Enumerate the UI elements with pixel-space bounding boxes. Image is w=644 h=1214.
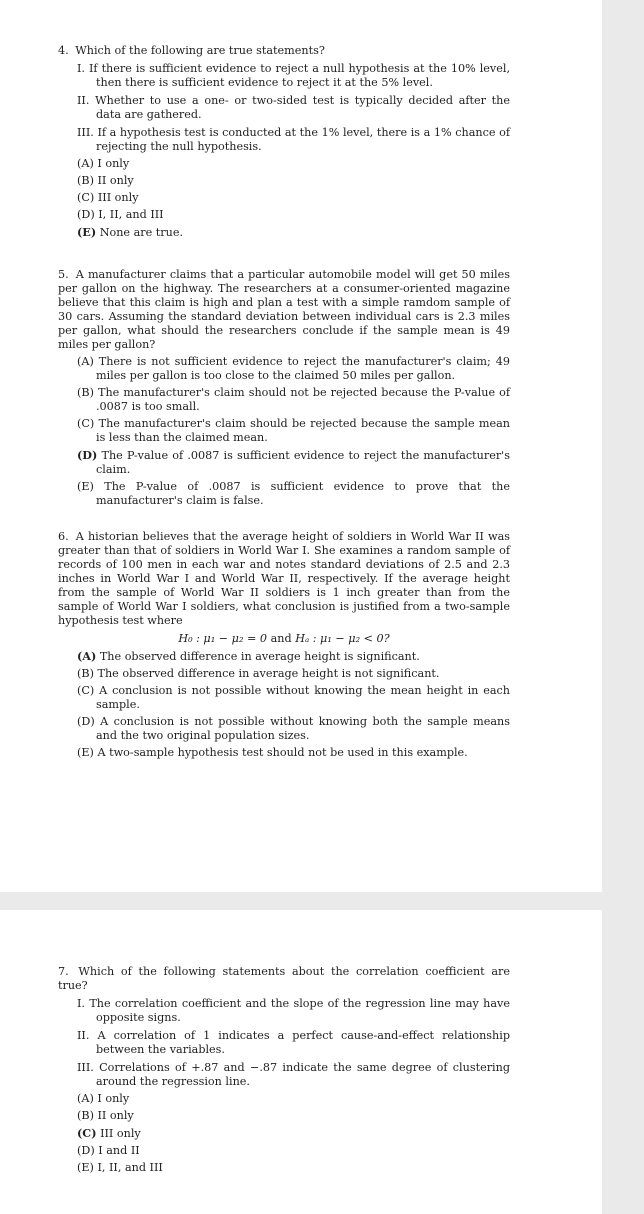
option-b[interactable]: (B) II only bbox=[77, 1109, 134, 1122]
option-a[interactable]: (A) I only bbox=[77, 157, 130, 170]
option-d[interactable]: (D) I and II bbox=[77, 1144, 140, 1157]
question-5-text: 5. A manufacturer claims that a particular automobile model will get 50 miles per gallon on the highway. The researchers at a consumer-oriented magazine believe that this claim is high and plan a test with a simple ramdom sample of 30 cars. Assuming the standard deviation between individual cars is 2.3 miles per gallon, what should the researchers conclude if the sample mean is 49 miles per gallon? bbox=[58, 268, 510, 351]
option-c[interactable]: (C) The manufacturer's claim should be rejected because the sample mean is less than the claimed mean. bbox=[77, 417, 510, 444]
option-d[interactable]: (D) I, II, and III bbox=[77, 208, 164, 221]
option-a[interactable]: (A) I only bbox=[77, 1092, 130, 1105]
option-b[interactable]: (B) II only bbox=[77, 174, 134, 187]
option-c[interactable]: (C) III only bbox=[77, 191, 139, 204]
question-5 bbox=[58, 268, 510, 508]
hypothesis-formula: H₀ : μ₁ − μ₂ = 0 and Hₐ : μ₁ − μ₂ < 0? bbox=[178, 632, 390, 645]
statement-iii: III. Correlations of +.87 and −.87 indicate the same degree of clustering around the regression line. bbox=[77, 1061, 510, 1088]
option-b[interactable]: (B) The manufacturer's claim should not be rejected because the P-value of .0087 is too small. bbox=[77, 386, 510, 413]
option-e[interactable]: (E) The P-value of .0087 is sufficient evidence to prove that the manufacturer's claim is false. bbox=[77, 480, 510, 507]
statement-i: I. If there is sufficient evidence to reject a null hypothesis at the 10% level, then there is sufficient evidence to reject it at the 5% level. bbox=[77, 62, 510, 89]
question-7-text: 7. Which of the following statements about the correlation coefficient are true? bbox=[58, 965, 511, 992]
question-7 bbox=[58, 965, 510, 1175]
option-d[interactable]: (D) The P-value of .0087 is sufficient evidence to reject the manufacturer's claim. bbox=[77, 448, 511, 476]
option-d[interactable]: (D) A conclusion is not possible without knowing both the sample means and the two original population sizes. bbox=[77, 715, 510, 742]
option-c[interactable]: (C) A conclusion is not possible without knowing the mean height in each sample. bbox=[77, 684, 510, 711]
question-6-text: 6. A historian believes that the average height of soldiers in World War II was greater than that of soldiers in World War I. She examines a random sample of records of 100 men in each war and notes standard deviations of 2.5 and 2.3 inches in World War I and World War II, respectively. If the average height from the sample of World War II soldiers is 1 inch greater than from the sample of World War I soldiers, what conclusion is justified from a two-sample hypothesis test where bbox=[58, 530, 510, 627]
option-c[interactable]: (C) III only bbox=[77, 1126, 141, 1140]
question-4-text: 4. Which of the following are true statements? bbox=[58, 44, 325, 57]
question-6 bbox=[58, 530, 510, 760]
statement-ii: II. A correlation of 1 indicates a perfect cause-and-effect relationship between the variables. bbox=[77, 1029, 510, 1056]
statement-i: I. The correlation coefficient and the slope of the regression line may have opposite signs. bbox=[77, 997, 510, 1024]
statement-ii: II. Whether to use a one- or two-sided test is typically decided after the data are gathered. bbox=[77, 94, 510, 121]
option-a[interactable]: (A) There is not sufficient evidence to reject the manufacturer's claim; 49 miles per gallon is too close to the claimed 50 miles per gallon. bbox=[77, 355, 510, 382]
question-4 bbox=[58, 44, 510, 240]
option-b[interactable]: (B) The observed difference in average height is not significant. bbox=[77, 667, 440, 680]
document-page-2 bbox=[0, 910, 602, 1214]
option-e[interactable]: (E) None are true. bbox=[77, 225, 184, 239]
option-e[interactable]: (E) A two-sample hypothesis test should not be used in this example. bbox=[77, 746, 468, 759]
statement-iii: III. If a hypothesis test is conducted at the 1% level, there is a 1% chance of rejecting the null hypothesis. bbox=[77, 126, 510, 153]
option-a[interactable]: (A) The observed difference in average height is significant. bbox=[77, 649, 420, 663]
option-e[interactable]: (E) I, II, and III bbox=[77, 1161, 163, 1174]
